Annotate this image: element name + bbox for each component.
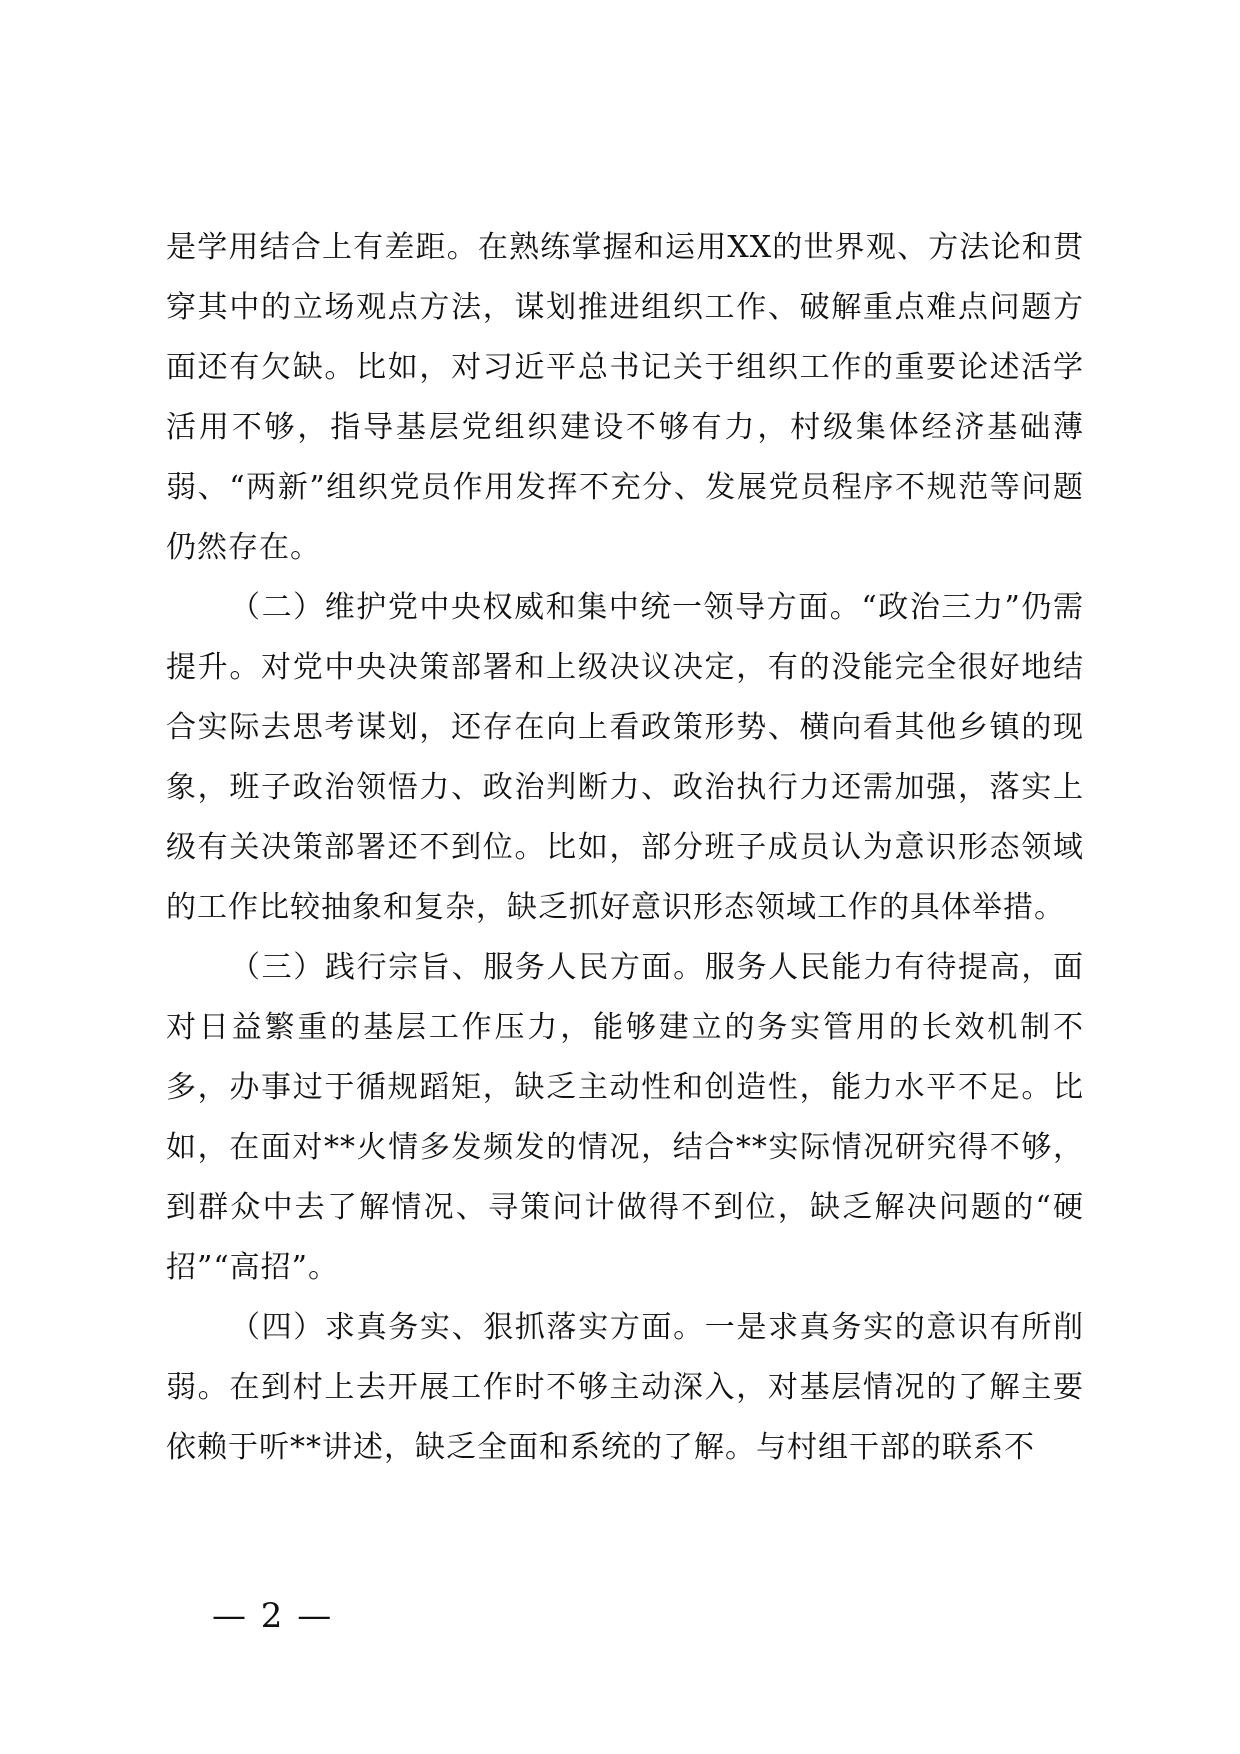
paragraph-section-3: （三）践行宗旨、服务人民方面。服务人民能力有待提高，面对日益繁重的基层工作压力，能够建立的务实管用的长效机制不多，办事过于循规蹈矩，缺乏主动性和创造性，能力水平不足。比如，在面对**火情多发频发的情况，结合**实际情况研究得不够，到群众中去了解情况、寻策问计做得不到位，缺乏解决问题的“硬招”“高招”。 <box>166 950 1084 1285</box>
paragraph-section-2: （二）维护党中央权威和集中统一领导方面。“政治三力”仍需提升。对党中央决策部署和上级决议决定，有的没能完全很好地结合实际去思考谋划，还存在向上看政策形势、横向看其他乡镇的现象，班子政治领悟力、政治判断力、政治执行力还需加强，落实上级有关决策部署还不到位。比如，部分班子成员认为意识形态领域的工作比较抽象和复杂，缺乏抓好意识形态领域工作的具体举措。 <box>166 590 1084 925</box>
document-body <box>166 218 1084 1478</box>
paragraph-section-4: （四）求真务实、狠抓落实方面。一是求真务实的意识有所削弱。在到村上去开展工作时不够主动深入，对基层情况的了解主要依赖于听**讲述，缺乏全面和系统的了解。与村组干部的联系不 <box>166 1310 1084 1465</box>
page-number: — 2 — <box>212 1596 334 1636</box>
paragraph-continuation: 是学用结合上有差距。在熟练掌握和运用XX的世界观、方法论和贯穿其中的立场观点方法，谋划推进组织工作、破解重点难点问题方面还有欠缺。比如，对习近平总书记关于组织工作的重要论述活学活用不够，指导基层党组织建设不够有力，村级集体经济基础薄弱、“两新”组织党员作用发挥不充分、发展党员程序不规范等问题仍然存在。 <box>166 230 1084 565</box>
